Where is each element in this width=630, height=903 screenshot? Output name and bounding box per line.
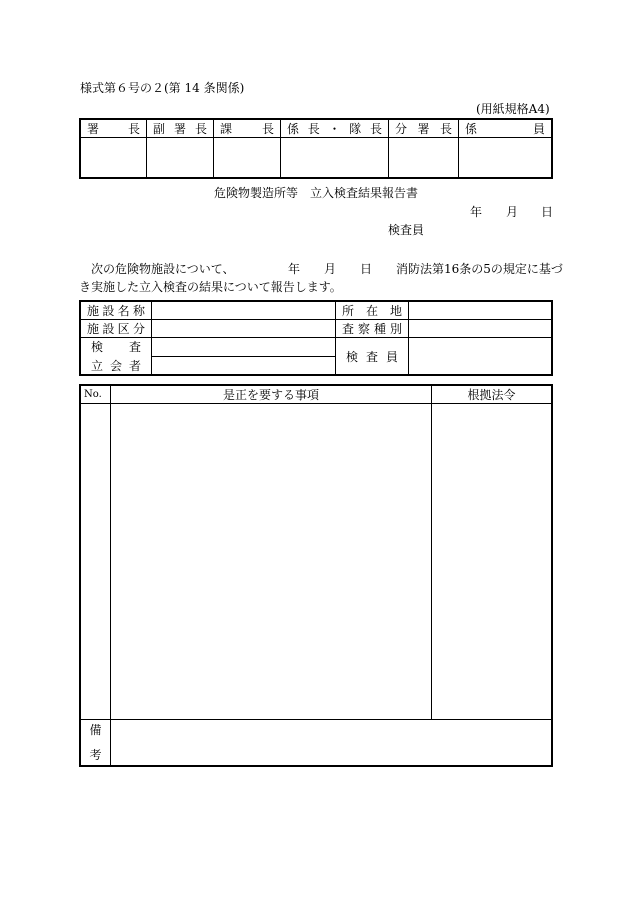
approval-stamp-unit-chief[interactable] bbox=[281, 138, 389, 178]
facility-class-value[interactable] bbox=[152, 320, 336, 338]
approval-head-unit-chief: 係 長 ・ 隊 長 bbox=[287, 122, 382, 136]
no-header: No. bbox=[80, 385, 111, 404]
approval-table bbox=[79, 118, 553, 179]
body-line1-law: 消防法第16条の5の規定に基づ bbox=[396, 262, 563, 276]
approval-stamp-section-chief[interactable] bbox=[214, 138, 281, 178]
location-label: 所 在 地 bbox=[342, 304, 402, 318]
date-day: 日 bbox=[541, 205, 554, 219]
inspector-label: 検査員 bbox=[388, 223, 425, 237]
form-number: 様式第６号の２(第 14 条関係) bbox=[80, 81, 245, 95]
approval-head-branch-chief: 分 署 長 bbox=[395, 122, 452, 136]
approval-stamp-staff[interactable] bbox=[459, 138, 553, 178]
witness-label: 検 査 立 会 者 bbox=[80, 338, 152, 376]
no-column[interactable] bbox=[80, 404, 111, 720]
matter-column[interactable] bbox=[111, 404, 432, 720]
body-line1-intro: 次の危険物施設について、 bbox=[91, 262, 235, 276]
facility-name-label: 施 設 名 称 bbox=[87, 304, 145, 318]
approval-head-staff: 係 員 bbox=[465, 122, 545, 136]
inspector-field-label: 検 査 員 bbox=[346, 349, 398, 364]
approval-head-deputy-chief: 副 署 長 bbox=[153, 122, 207, 136]
facility-info-table bbox=[79, 300, 553, 376]
body-line2: き実施した立入検査の結果について報告します。 bbox=[79, 280, 342, 294]
inspection-type-value[interactable] bbox=[409, 320, 553, 338]
remarks-value[interactable] bbox=[111, 720, 553, 766]
witness-value-2[interactable] bbox=[152, 356, 336, 375]
body-month: 月 bbox=[324, 262, 337, 276]
approval-stamp-branch-chief[interactable] bbox=[389, 138, 459, 178]
facility-class-label: 施 設 区 分 bbox=[87, 322, 145, 336]
date-month: 月 bbox=[506, 205, 519, 219]
law-header: 根拠法令 bbox=[432, 385, 553, 404]
inspector-field-value[interactable] bbox=[409, 338, 553, 376]
approval-stamp-deputy-chief[interactable] bbox=[147, 138, 214, 178]
date-year: 年 bbox=[470, 205, 483, 219]
body-day: 日 bbox=[360, 262, 373, 276]
witness-value-1[interactable] bbox=[152, 338, 336, 357]
remarks-label: 備 考 bbox=[80, 720, 111, 766]
report-title: 危険物製造所等 立入検査結果報告書 bbox=[214, 186, 419, 200]
approval-head-section-chief: 課 長 bbox=[220, 122, 274, 136]
facility-name-value[interactable] bbox=[152, 301, 336, 320]
approval-head-chief: 署 長 bbox=[87, 122, 140, 136]
law-column[interactable] bbox=[432, 404, 553, 720]
paper-size: (用紙規格A4) bbox=[476, 102, 550, 116]
matter-header: 是正を要する事項 bbox=[111, 385, 432, 404]
body-year: 年 bbox=[288, 262, 301, 276]
items-table bbox=[79, 384, 553, 767]
approval-stamp-chief[interactable] bbox=[80, 138, 147, 178]
inspection-type-label: 査 察 種 別 bbox=[342, 322, 402, 336]
location-value[interactable] bbox=[409, 301, 553, 320]
